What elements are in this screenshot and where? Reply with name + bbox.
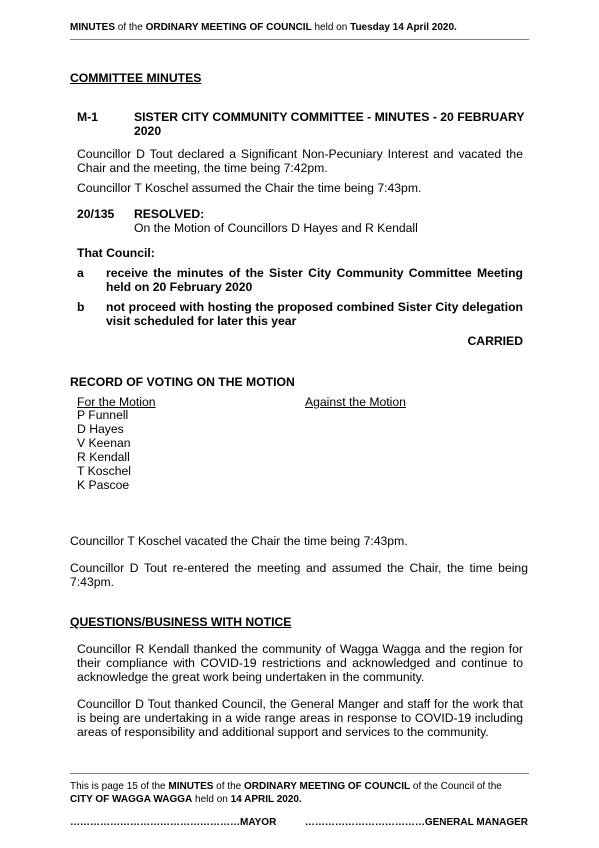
- footer-text: of the Council of the: [410, 781, 502, 792]
- questions-para-1: Councillor R Kendall thanked the community of Wagga Wagga and the region for their compliance with COVID-19 restrictions and acknowledged and continue to acknowledge the great work being undertaken in the community.: [77, 642, 523, 684]
- voter-name: K Pascoe: [77, 478, 130, 492]
- point-text-b: not proceed with hosting the proposed combined Sister City delegation visit scheduled for later this year: [106, 300, 523, 328]
- footer-date: 14 APRIL 2020.: [230, 794, 302, 805]
- carried-label: CARRIED: [467, 334, 523, 348]
- for-motion-label: For the Motion: [77, 395, 156, 409]
- voter-name: P Funnell: [77, 408, 129, 422]
- questions-para-2: Councillor D Tout thanked Council, the General Manger and staff for the work that is being are undertaking in a wide range areas in response to COVID-19 including areas of responsibility and additional support and services to the community.: [77, 697, 523, 739]
- para-vacated: Councillor T Koschel vacated the Chair the time being 7:43pm.: [70, 534, 408, 548]
- that-council: That Council:: [77, 246, 155, 260]
- voter-name: T Koschel: [77, 464, 131, 478]
- footer-text: held on: [192, 794, 231, 805]
- header-meeting: ORDINARY MEETING OF COUNCIL: [145, 22, 312, 33]
- page-header: [70, 21, 540, 34]
- point-text-a: receive the minutes of the Sister City Community Committee Meeting held on 20 February 2020: [106, 266, 523, 294]
- para-assumed: Councillor T Koschel assumed the Chair the time being 7:43pm.: [77, 181, 422, 195]
- resolved-label: RESOLVED:: [134, 207, 205, 221]
- para-reentered: Councillor D Tout re-entered the meeting and assumed the Chair, the time being 7:43pm.: [70, 561, 528, 589]
- footer-minutes: MINUTES: [168, 781, 214, 792]
- header-rule: [70, 39, 529, 40]
- point-letter-a: a: [77, 266, 84, 280]
- footer-text: of the: [213, 781, 244, 792]
- voting-heading: RECORD OF VOTING ON THE MOTION: [70, 375, 295, 389]
- footer-text: This is page 15 of the: [70, 781, 169, 792]
- motion-movers: On the Motion of Councillors D Hayes and R Kendall: [134, 221, 418, 235]
- header-minutes: MINUTES: [70, 22, 115, 33]
- voter-name: V Keenan: [77, 436, 131, 450]
- header-date: Tuesday 14 April 2020.: [350, 22, 457, 33]
- voter-name: D Hayes: [77, 422, 124, 436]
- resolution-number: 20/135: [77, 207, 115, 221]
- committee-heading: COMMITTEE MINUTES: [70, 71, 202, 85]
- for-names-list: [77, 408, 131, 492]
- mayor-signature-line: ……………………………………………MAYOR: [70, 817, 277, 828]
- page-footer: [70, 780, 535, 806]
- footer-meeting: ORDINARY MEETING OF COUNCIL: [243, 781, 411, 792]
- footer-rule: [70, 773, 529, 774]
- against-motion-label: Against the Motion: [305, 395, 406, 409]
- point-letter-b: b: [77, 300, 85, 314]
- para-declared: Councillor D Tout declared a Significant Non-Pecuniary Interest and vacated the Chair and the meeting, the time being 7:42pm.: [77, 147, 523, 175]
- header-text: of the: [115, 22, 146, 33]
- header-text: held on: [311, 22, 351, 33]
- item-title: SISTER CITY COMMUNITY COMMITTEE - MINUTES - 20 FEBRUARY 2020: [134, 110, 525, 138]
- footer-city: CITY OF WAGGA WAGGA: [70, 794, 193, 805]
- questions-heading: QUESTIONS/BUSINESS WITH NOTICE: [70, 615, 292, 629]
- voter-name: R Kendall: [77, 450, 130, 464]
- item-number: M-1: [77, 110, 98, 124]
- general-manager-signature-line: ………………………………GENERAL MANAGER: [304, 817, 528, 828]
